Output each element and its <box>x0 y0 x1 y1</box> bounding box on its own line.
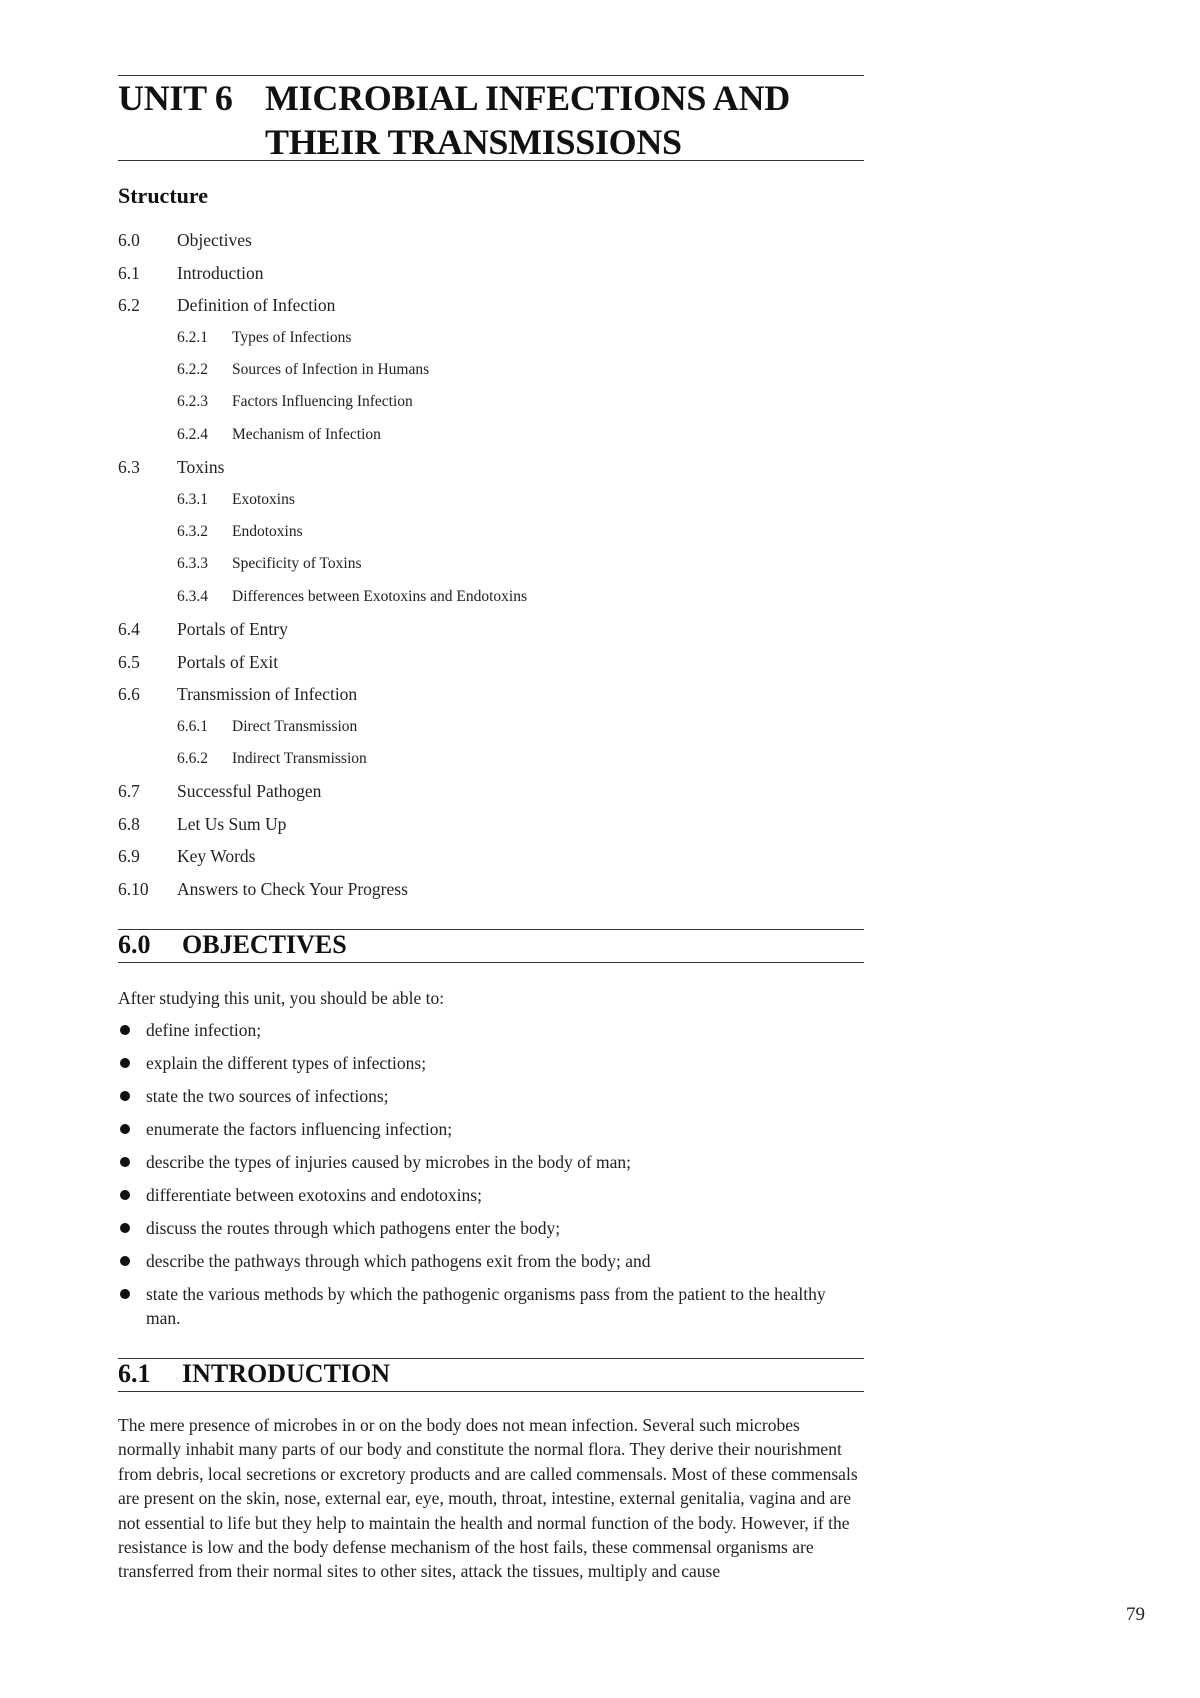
toc-item-number: 6.2.3 <box>177 393 208 411</box>
toc-item-title: Definition of Infection <box>177 295 336 315</box>
title-bottom-rule <box>118 160 864 161</box>
toc-item-number: 6.2.1 <box>177 328 208 346</box>
toc-item <box>118 224 864 257</box>
toc-item <box>118 808 864 841</box>
toc-item-number: 6.3.2 <box>177 522 208 540</box>
bullet-icon <box>120 1025 130 1035</box>
introduction-heading <box>118 1359 390 1389</box>
toc-item-title: Introduction <box>177 262 264 283</box>
objective-text: describe the pathways through which pathogens exit from the body; and <box>146 1251 651 1271</box>
toc-item-title: Transmission of Infection <box>177 684 358 705</box>
objective-item <box>118 1084 864 1108</box>
toc-item-number: 6.5 <box>118 651 140 672</box>
toc-subitem <box>118 581 864 613</box>
unit-title <box>118 76 790 164</box>
toc-item-title: Key Words <box>177 846 256 867</box>
objective-item <box>118 1183 864 1207</box>
objective-text: state the two sources of infections; <box>146 1086 389 1106</box>
toc-item <box>118 646 864 679</box>
unit-number: UNIT 6 <box>118 78 233 118</box>
objective-text: enumerate the factors influencing infection; <box>146 1119 453 1139</box>
objective-item <box>118 1282 864 1330</box>
toc-item <box>118 873 864 906</box>
structure-list <box>118 224 864 905</box>
introduction-title: INTRODUCTION <box>182 1359 391 1388</box>
introduction-bottom-rule <box>118 1391 864 1392</box>
objective-item <box>118 1051 864 1075</box>
toc-item-number: 6.0 <box>118 230 140 250</box>
toc-subitem <box>118 322 864 354</box>
toc-item-number: 6.6.1 <box>177 717 208 735</box>
objectives-heading <box>118 930 347 960</box>
toc-item-number: 6.4 <box>118 619 140 640</box>
bullet-icon <box>120 1256 130 1266</box>
toc-subitem <box>118 354 864 386</box>
toc-item <box>118 257 864 290</box>
objective-text: describe the types of injuries caused by microbes in the body of man; <box>146 1152 632 1172</box>
objective-text: differentiate between exotoxins and endotoxins; <box>146 1185 482 1205</box>
bullet-icon <box>120 1289 130 1299</box>
toc-item-title: Sources of Infection in Humans <box>232 360 430 378</box>
toc-item-number: 6.2.2 <box>177 360 208 378</box>
unit-title-line-1: MICROBIAL INFECTIONS AND <box>265 78 790 118</box>
toc-item-title: Successful Pathogen <box>177 781 322 802</box>
toc-item <box>118 678 864 711</box>
objective-text: discuss the routes through which pathogens enter the body; <box>146 1218 561 1238</box>
toc-item-number: 6.8 <box>118 813 140 834</box>
objective-text: define infection; <box>146 1020 262 1040</box>
toc-item-title: Endotoxins <box>232 522 303 540</box>
toc-item-title: Answers to Check Your Progress <box>177 878 408 899</box>
toc-subitem <box>118 516 864 548</box>
toc-item-number: 6.3 <box>118 457 140 478</box>
page-number: 79 <box>1126 1604 1145 1625</box>
toc-subitem <box>118 548 864 580</box>
toc-item-title: Portals of Exit <box>177 651 279 672</box>
toc-item-title: Direct Transmission <box>232 717 358 735</box>
toc-item-number: 6.10 <box>118 878 149 899</box>
introduction-number: 6.1 <box>118 1359 151 1388</box>
toc-subitem <box>118 419 864 451</box>
objective-text: state the various methods by which the pathogenic organisms pass from the patient to the healthy man. <box>146 1284 826 1328</box>
toc-item-number: 6.1 <box>118 262 140 283</box>
toc-item-title: Toxins <box>177 457 225 478</box>
toc-item-number: 6.6 <box>118 684 140 705</box>
bullet-icon <box>120 1223 130 1233</box>
toc-item-title: Indirect Transmission <box>232 750 367 768</box>
objectives-intro: After studying this unit, you should be able to: <box>118 988 445 1008</box>
toc-item-title: Differences between Exotoxins and Endotoxins <box>232 587 527 605</box>
bullet-icon <box>120 1091 130 1101</box>
objective-item <box>118 1018 864 1042</box>
toc-item-title: Let Us Sum Up <box>177 813 287 834</box>
toc-item-number: 6.9 <box>118 846 140 867</box>
toc-item-number: 6.3.3 <box>177 555 208 573</box>
bullet-icon <box>120 1124 130 1134</box>
toc-item <box>118 613 864 646</box>
objective-item <box>118 1117 864 1141</box>
toc-subitem <box>118 743 864 775</box>
toc-item-title: Specificity of Toxins <box>232 555 362 573</box>
introduction-paragraph: The mere presence of microbes in or on the body does not mean infection. Several such microbes normally inhabit many parts of our body and constitute the normal flora. They derive their nourishment from debris, local secretions or excretory products and are called commensals. Most of these commensals are present on the skin, nose, external ear, eye, mouth, throat, intestine, external genitalia, vagina and are not essential to life but they help to maintain the health and normal function of the body. However, if the resistance is low and the body defense mechanism of the host fails, these commensal organisms are transferred from their normal sites to other sites, attack the tissues, multiply and cause <box>118 1415 858 1582</box>
toc-item-title: Objectives <box>177 230 252 250</box>
toc-item-number: 6.3.4 <box>177 587 208 605</box>
toc-subitem <box>118 484 864 516</box>
toc-item-title: Factors Influencing Infection <box>232 393 413 411</box>
toc-item <box>118 775 864 808</box>
toc-item <box>118 840 864 873</box>
toc-subitem <box>118 386 864 418</box>
objectives-title: OBJECTIVES <box>182 930 347 959</box>
toc-item-number: 6.6.2 <box>177 750 208 768</box>
toc-item-number: 6.3.1 <box>177 490 208 508</box>
toc-item-title: Portals of Entry <box>177 619 288 640</box>
objective-item <box>118 1216 864 1240</box>
objectives-list <box>118 1018 864 1339</box>
toc-subitem <box>118 711 864 743</box>
toc-item-title: Mechanism of Infection <box>232 425 381 443</box>
objectives-number: 6.0 <box>118 930 151 959</box>
toc-item-title: Exotoxins <box>232 490 295 508</box>
bullet-icon <box>120 1190 130 1200</box>
toc-item <box>118 289 864 322</box>
objectives-bottom-rule <box>118 962 864 963</box>
bullet-icon <box>120 1157 130 1167</box>
toc-item-number: 6.7 <box>118 781 140 802</box>
objective-text: explain the different types of infections; <box>146 1053 427 1073</box>
structure-heading: Structure <box>118 183 209 208</box>
unit-title-line-2: THEIR TRANSMISSIONS <box>265 122 682 162</box>
toc-item-title: Types of Infections <box>232 328 352 346</box>
toc-item <box>118 451 864 484</box>
toc-item-number: 6.2 <box>118 295 140 315</box>
objective-item <box>118 1249 864 1273</box>
bullet-icon <box>120 1058 130 1068</box>
toc-item-number: 6.2.4 <box>177 425 208 443</box>
objective-item <box>118 1150 864 1174</box>
